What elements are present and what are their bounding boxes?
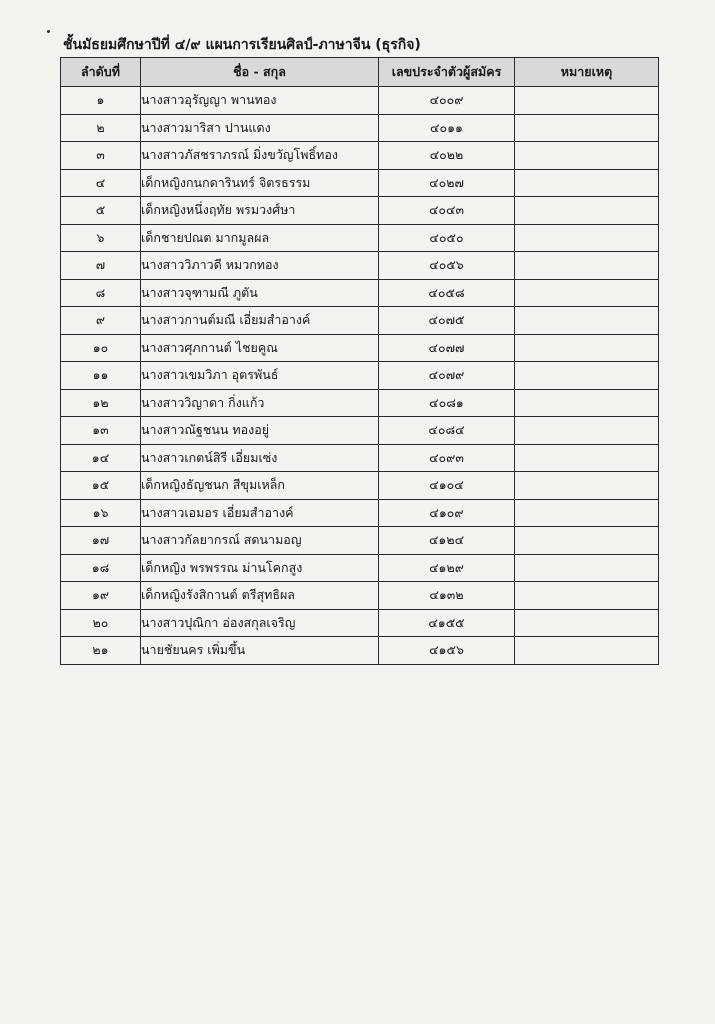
table-row — [61, 527, 659, 555]
row-order-number: ๑๒ — [61, 389, 141, 417]
header-applicant-id: เลขประจำตัวผู้สมัคร — [379, 58, 515, 87]
row-order-number: ๙ — [61, 307, 141, 335]
row-full-name: เด็กหญิง พรพรรณ ม่านโคกสูง — [141, 554, 379, 582]
table-row — [61, 334, 659, 362]
row-full-name: นางสาวภัสชราภรณ์ มิ่งขวัญโพธิ์ทอง — [141, 142, 379, 170]
row-applicant-id: ๔๐๕๖ — [379, 252, 515, 280]
row-full-name: เด็กหญิงกนกดารินทร์ จิตรธรรม — [141, 169, 379, 197]
row-order-number: ๘ — [61, 279, 141, 307]
row-order-number: ๑๘ — [61, 554, 141, 582]
row-applicant-id: ๔๐๗๙ — [379, 362, 515, 390]
row-order-number: ๓ — [61, 142, 141, 170]
row-applicant-id: ๔๑๕๕ — [379, 609, 515, 637]
row-applicant-id: ๔๐๑๑ — [379, 114, 515, 142]
row-full-name: นางสาวเกตน์สิรี เอี่ยมเซ่ง — [141, 444, 379, 472]
row-order-number: ๑ — [61, 87, 141, 115]
row-full-name: นางสาวมาริสา ปานแดง — [141, 114, 379, 142]
table-row — [61, 224, 659, 252]
row-remarks — [515, 582, 659, 610]
row-full-name: เด็กชายปณต มากมูลผล — [141, 224, 379, 252]
row-applicant-id: ๔๑๐๙ — [379, 499, 515, 527]
row-remarks — [515, 169, 659, 197]
row-applicant-id: ๔๐๗๕ — [379, 307, 515, 335]
row-applicant-id: ๔๑๓๒ — [379, 582, 515, 610]
header-full-name: ชื่อ - สกุล — [141, 58, 379, 87]
row-applicant-id: ๔๐๘๔ — [379, 417, 515, 445]
row-remarks — [515, 197, 659, 225]
row-remarks — [515, 224, 659, 252]
row-order-number: ๒๑ — [61, 637, 141, 665]
row-applicant-id: ๔๑๐๔ — [379, 472, 515, 500]
table-row — [61, 444, 659, 472]
row-applicant-id: ๔๐๙๓ — [379, 444, 515, 472]
table-body — [61, 87, 659, 665]
row-order-number: ๑๐ — [61, 334, 141, 362]
stray-mark — [47, 30, 50, 33]
table-row — [61, 417, 659, 445]
row-order-number: ๑๑ — [61, 362, 141, 390]
row-full-name: นางสาวจุฑามณี ภูตัน — [141, 279, 379, 307]
row-remarks — [515, 114, 659, 142]
table-row — [61, 554, 659, 582]
row-order-number: ๑๕ — [61, 472, 141, 500]
row-applicant-id: ๔๐๒๒ — [379, 142, 515, 170]
header-remarks: หมายเหตุ — [515, 58, 659, 87]
row-applicant-id: ๔๑๒๔ — [379, 527, 515, 555]
row-order-number: ๗ — [61, 252, 141, 280]
row-full-name: นางสาววิภาวดี หมวกทอง — [141, 252, 379, 280]
row-full-name: นางสาววิญาดา กิ่งแก้ว — [141, 389, 379, 417]
row-applicant-id: ๔๑๕๖ — [379, 637, 515, 665]
student-roster-table — [60, 57, 659, 665]
table-row — [61, 307, 659, 335]
row-order-number: ๒๐ — [61, 609, 141, 637]
row-applicant-id: ๔๐๒๗ — [379, 169, 515, 197]
row-full-name: นางสาวณัฐชนน ทองอยู่ — [141, 417, 379, 445]
page-title: ชั้นมัธยมศึกษาปีที่ ๔/๙ แผนการเรียนศิลป์-ภาษาจีน (ธุรกิจ) — [63, 37, 421, 53]
row-order-number: ๕ — [61, 197, 141, 225]
table-row — [61, 609, 659, 637]
row-order-number: ๒ — [61, 114, 141, 142]
row-remarks — [515, 362, 659, 390]
table-row — [61, 169, 659, 197]
row-full-name: นายชัยนคร เพิ่มขึ้น — [141, 637, 379, 665]
table-row — [61, 472, 659, 500]
header-order-number: ลำดับที่ — [61, 58, 141, 87]
row-order-number: ๖ — [61, 224, 141, 252]
row-remarks — [515, 637, 659, 665]
table-row — [61, 197, 659, 225]
table-row — [61, 499, 659, 527]
table-row — [61, 362, 659, 390]
row-applicant-id: ๔๑๒๙ — [379, 554, 515, 582]
table-header-row — [61, 58, 659, 87]
row-applicant-id: ๔๐๘๑ — [379, 389, 515, 417]
row-remarks — [515, 389, 659, 417]
row-remarks — [515, 142, 659, 170]
table-row — [61, 87, 659, 115]
table-row — [61, 279, 659, 307]
row-applicant-id: ๔๐๕๐ — [379, 224, 515, 252]
table-row — [61, 142, 659, 170]
row-remarks — [515, 87, 659, 115]
row-remarks — [515, 252, 659, 280]
row-order-number: ๔ — [61, 169, 141, 197]
row-full-name: นางสาวอุรัญญา พานทอง — [141, 87, 379, 115]
row-remarks — [515, 527, 659, 555]
row-remarks — [515, 417, 659, 445]
row-remarks — [515, 554, 659, 582]
row-remarks — [515, 609, 659, 637]
row-order-number: ๑๔ — [61, 444, 141, 472]
row-order-number: ๑๓ — [61, 417, 141, 445]
table-row — [61, 582, 659, 610]
row-remarks — [515, 334, 659, 362]
row-full-name: นางสาวกัลยากรณ์ สดนามอญ — [141, 527, 379, 555]
row-applicant-id: ๔๐๔๓ — [379, 197, 515, 225]
row-order-number: ๑๙ — [61, 582, 141, 610]
table-row — [61, 114, 659, 142]
row-full-name: นางสาวเขมวิภา อุตรพันธ์ — [141, 362, 379, 390]
row-full-name: เด็กหญิงหนึ่งฤทัย พรมวงศ์ษา — [141, 197, 379, 225]
row-remarks — [515, 444, 659, 472]
row-order-number: ๑๗ — [61, 527, 141, 555]
row-full-name: เด็กหญิงรังสิกานต์ ตรีสุทธิผล — [141, 582, 379, 610]
table-row — [61, 389, 659, 417]
row-remarks — [515, 472, 659, 500]
row-remarks — [515, 307, 659, 335]
row-full-name: นางสาวกานต์มณี เอี่ยมสำอางค์ — [141, 307, 379, 335]
row-remarks — [515, 499, 659, 527]
row-full-name: เด็กหญิงธัญชนก สีขุมเหล็ก — [141, 472, 379, 500]
row-applicant-id: ๔๐๕๘ — [379, 279, 515, 307]
row-full-name: นางสาวปุณิกา อ่องสกุลเจริญ — [141, 609, 379, 637]
row-applicant-id: ๔๐๐๙ — [379, 87, 515, 115]
row-remarks — [515, 279, 659, 307]
table-row — [61, 637, 659, 665]
row-full-name: นางสาวศุภกานต์ ไชยคูณ — [141, 334, 379, 362]
row-full-name: นางสาวเอมอร เอี่ยมสำอางค์ — [141, 499, 379, 527]
table-row — [61, 252, 659, 280]
row-applicant-id: ๔๐๗๗ — [379, 334, 515, 362]
row-order-number: ๑๖ — [61, 499, 141, 527]
